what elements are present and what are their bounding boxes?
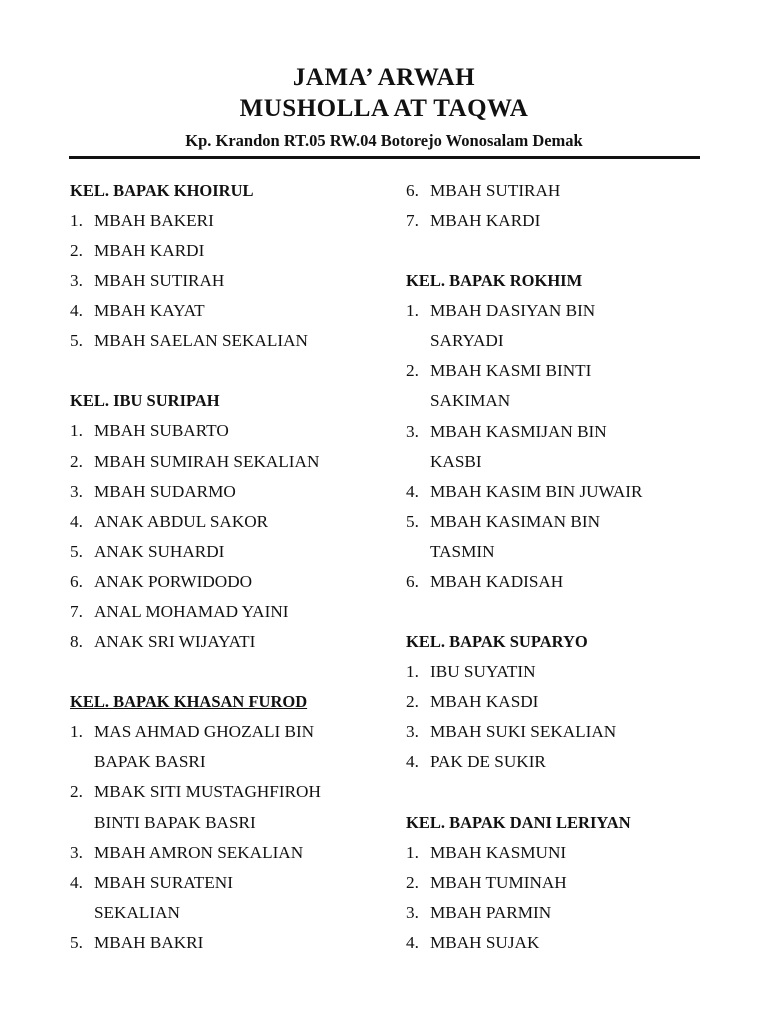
list-item-continuation [70, 898, 370, 928]
list-item-number: 4. [70, 301, 83, 321]
list-item-text: SEKALIAN [94, 902, 180, 922]
name-list [70, 717, 370, 958]
list-item [406, 898, 706, 928]
list-item-number: 7. [406, 211, 419, 231]
family-group-heading-text: KEL. BAPAK KHASAN FUROD [70, 692, 308, 712]
name-list [70, 206, 370, 356]
list-item-text: MBAH DASIYAN BIN [430, 301, 596, 321]
list-item [406, 717, 706, 747]
list-item-text: MBAH PARMIN [430, 902, 552, 922]
list-item-text: MBAH SURATENI [94, 872, 233, 892]
list-item-text: SARYADI [430, 331, 504, 351]
list-item-number: 4. [406, 481, 419, 501]
list-item-text: MBAH SUJAK [430, 932, 540, 952]
list-item-number [70, 808, 94, 838]
list-item-continuation [406, 447, 706, 477]
list-item-text: MBAH KASIM BIN JUWAIR [430, 481, 643, 501]
list-item [406, 657, 706, 687]
list-item [406, 567, 706, 597]
group-spacer [70, 356, 370, 386]
list-item-text: MBAH BAKERI [94, 211, 214, 230]
list-item-text: MAS AHMAD GHOZALI BIN [94, 722, 315, 742]
list-item-text: MBAH SUKI SEKALIAN [430, 722, 617, 742]
list-item [70, 266, 370, 296]
list-item-text: ANAL MOHAMAD YAINI [94, 602, 289, 622]
list-item [406, 868, 706, 898]
list-item [406, 206, 706, 236]
list-item [70, 296, 370, 326]
list-item [70, 928, 370, 958]
name-list [406, 657, 706, 777]
list-item-text: MBAH BAKRI [94, 932, 204, 952]
family-group-heading [406, 627, 706, 657]
list-item [406, 477, 706, 507]
list-item-text: TASMIN [430, 541, 495, 561]
list-item-number: 5. [70, 541, 83, 561]
list-item-text: ANAK ABDUL SAKOR [94, 511, 269, 531]
name-list [406, 296, 706, 597]
list-item-number: 7. [70, 602, 83, 622]
list-item-number [70, 898, 94, 928]
list-item [70, 597, 370, 627]
list-item-text: PAK DE SUKIR [430, 752, 546, 772]
family-group-heading [406, 808, 706, 838]
list-item-number: 1. [70, 421, 83, 441]
family-group [70, 176, 370, 356]
family-group-heading [406, 266, 706, 296]
list-item [406, 507, 706, 537]
list-item [70, 567, 370, 597]
group-spacer [406, 236, 706, 266]
list-item-text: ANAK SUHARDI [94, 541, 225, 561]
family-group-heading-text: KEL. BAPAK DANI LERIYAN [406, 812, 631, 832]
list-item-number: 3. [70, 271, 83, 291]
list-item-number: 5. [406, 511, 419, 531]
list-item-text: MBAH KARDI [430, 211, 541, 231]
list-item-text: MBAH SUDARMO [94, 481, 236, 501]
list-item [70, 206, 370, 236]
list-item-text: KASBI [430, 451, 482, 471]
list-item-number [406, 447, 430, 477]
list-item-text: MBAK SITI MUSTAGHFIROH [94, 782, 321, 802]
list-item-text: MBAH SUTIRAH [94, 271, 225, 291]
list-item-text: MBAH SUTIRAH [430, 181, 561, 200]
list-item-text: SAKIMAN [430, 391, 511, 411]
list-item-text: MBAH KASMI BINTI [430, 361, 592, 381]
family-group-heading [70, 687, 370, 717]
list-item-text: IBU SUYATIN [430, 662, 536, 682]
list-item [70, 838, 370, 868]
group-spacer [406, 597, 706, 627]
family-group-heading-text: KEL. BAPAK ROKHIM [406, 271, 583, 291]
list-item-number: 4. [70, 511, 83, 531]
list-item-number: 2. [406, 692, 419, 712]
name-list [406, 176, 706, 236]
header-divider [69, 156, 700, 159]
list-item [70, 507, 370, 537]
list-item-number [70, 747, 94, 777]
list-item [70, 326, 370, 356]
list-item-number: 6. [70, 571, 83, 591]
right-column [406, 176, 706, 958]
list-item-text: MBAH TUMINAH [430, 872, 567, 892]
list-item [70, 868, 370, 898]
list-item-number: 2. [70, 782, 83, 802]
list-item [70, 477, 370, 507]
list-item-continuation [406, 537, 706, 567]
list-item [70, 627, 370, 657]
list-item-continuation [70, 747, 370, 777]
group-spacer [406, 778, 706, 808]
list-item-text: MBAH KAYAT [94, 301, 205, 321]
list-item [406, 928, 706, 958]
list-item-text: ANAK SRI WIJAYATI [94, 632, 256, 652]
list-item-number: 4. [70, 872, 83, 892]
list-item-number: 2. [406, 361, 419, 381]
list-item [70, 236, 370, 266]
family-group [406, 176, 706, 236]
list-item [406, 747, 706, 777]
list-item [70, 416, 370, 446]
family-group-heading-text: KEL. BAPAK SUPARYO [406, 632, 588, 652]
list-item-number: 1. [406, 662, 419, 682]
left-column [70, 176, 370, 958]
list-item-text: MBAH KASMIJAN BIN [430, 421, 607, 441]
list-item-text: MBAH SAELAN SEKALIAN [94, 331, 308, 351]
family-group-heading-text: KEL. BAPAK KHOIRUL [70, 181, 254, 200]
list-item-text: ANAK PORWIDODO [94, 571, 253, 591]
list-item-number: 3. [406, 421, 419, 441]
list-item-number: 3. [70, 842, 83, 862]
list-item [406, 176, 706, 206]
family-group [406, 627, 706, 777]
list-item-number: 1. [70, 211, 83, 230]
list-item-continuation [406, 386, 706, 416]
list-item-number: 1. [406, 842, 419, 862]
family-group [406, 266, 706, 597]
list-item-text: MBAH KASDI [430, 692, 539, 712]
list-item [406, 296, 706, 326]
list-item-text: MBAH AMRON SEKALIAN [94, 842, 304, 862]
list-item-number: 3. [406, 722, 419, 742]
family-group-heading [70, 386, 370, 416]
list-item-text: BAPAK BASRI [94, 752, 206, 772]
family-group-heading [70, 176, 370, 206]
name-list [70, 416, 370, 657]
list-item [406, 687, 706, 717]
list-item-text: MBAH KARDI [94, 241, 205, 261]
page-title: JAMA’ ARWAH [292, 64, 476, 91]
list-item-number: 1. [406, 301, 419, 321]
list-item-text: MBAH SUBARTO [94, 421, 229, 441]
list-item [70, 717, 370, 747]
list-item-text: MBAH KADISAH [430, 572, 564, 592]
list-item [70, 447, 370, 477]
list-item-number: 5. [70, 331, 83, 351]
list-item-number: 6. [406, 181, 419, 200]
list-item-number: 2. [406, 872, 419, 892]
group-spacer [70, 657, 370, 687]
family-group [70, 386, 370, 657]
list-item-continuation [70, 808, 370, 838]
list-item-text: MBAH SUMIRAH SEKALIAN [94, 451, 320, 471]
name-list [406, 838, 706, 958]
list-item-number: 3. [406, 902, 419, 922]
list-item [70, 537, 370, 567]
list-item-number: 5. [70, 932, 83, 952]
list-item-text: BINTI BAPAK BASRI [94, 812, 256, 832]
list-item-number [406, 326, 430, 356]
list-item-number: 2. [70, 451, 83, 471]
list-item-text: MBAH KASIMAN BIN [430, 511, 600, 531]
list-item-continuation [406, 326, 706, 356]
list-item-number [406, 537, 430, 567]
address-line: Kp. Krandon RT.05 RW.04 Botorejo Wonosalam Demak [185, 131, 583, 150]
page-subtitle: MUSHOLLA AT TAQWA [239, 95, 529, 122]
list-item [406, 417, 706, 447]
family-group [70, 687, 370, 958]
list-item-number: 8. [70, 632, 83, 652]
family-group [406, 808, 706, 958]
list-item-number: 1. [70, 722, 83, 742]
list-item-number: 3. [70, 481, 83, 501]
list-item-number: 2. [70, 241, 83, 261]
list-item [70, 777, 370, 807]
list-item [406, 356, 706, 386]
list-item-number: 6. [406, 572, 419, 592]
list-item [406, 838, 706, 868]
family-group-heading-text: KEL. IBU SURIPAH [70, 391, 220, 411]
list-item-number: 4. [406, 932, 419, 952]
list-item-number [406, 386, 430, 416]
list-item-number: 4. [406, 752, 419, 772]
list-item-text: MBAH KASMUNI [430, 842, 567, 862]
